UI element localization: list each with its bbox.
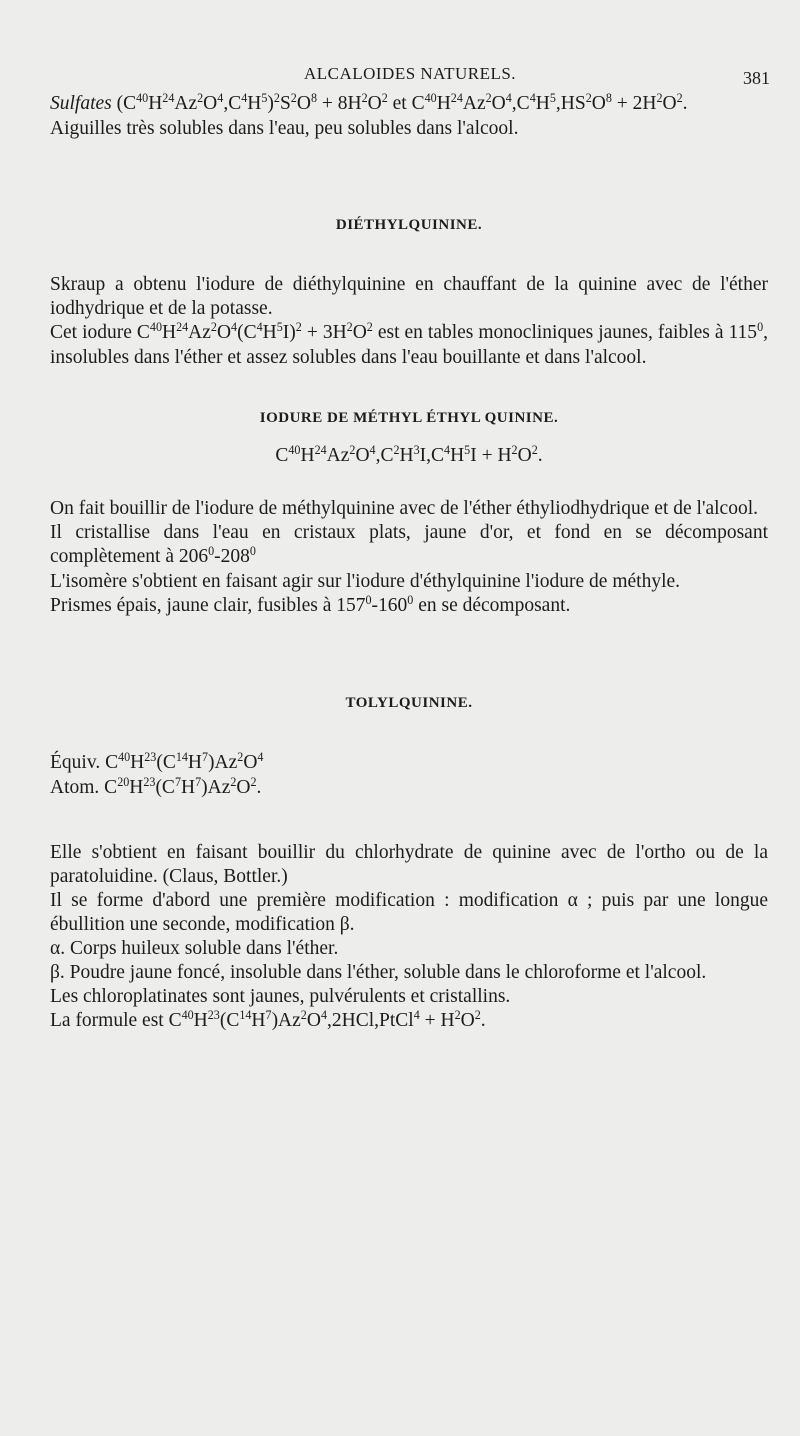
heading-iodure: IODURE DE MÉTHYL ÉTHYL QUININE.: [259, 410, 559, 426]
iodure-paragraph-3: L'isomère s'obtient en faisant agir sur l'iodure d'éthylquinine l'iodure de méthyle.: [50, 571, 681, 592]
tolylquinine-equiv-formula: Équiv. $C^{40}H^{23}(C^{14}H^7)Az^2O^4$: [50, 750, 264, 773]
iodure-formula: $C^{40}H^{24}Az^2O^4,C^2H^3I,C^4H^5I + H^2O^2$.: [275, 443, 543, 466]
heading-tolylquinine: TOLYLQUININE.: [345, 695, 473, 711]
heading-diethylquinine: DIÉTHYLQUININE.: [335, 217, 483, 233]
tolylquinine-paragraph-1: Elle s'obtient en faisant bouillir du chlorhydrate de quinine avec de l'ortho ou de la paratoluidine. (Claus, Bottler.): [50, 842, 768, 887]
tolylquinine-paragraph-alpha: α. Corps huileux soluble dans l'éther.: [50, 938, 339, 959]
sulfates-description: Aiguilles très solubles dans l'eau, peu solubles dans l'alcool.: [50, 118, 519, 139]
iodure-paragraph-4: Prismes épais, jaune clair, fusibles à $157^0-160^0$ en se décomposant.: [50, 593, 571, 616]
tolylquinine-atom-formula: Atom. $C^{20}H^{23}(C^7H^7)Az^2O^2$.: [50, 775, 262, 798]
iodure-paragraph-1: On fait bouillir de l'iodure de méthylquinine avec de l'éther éthyliodhydrique et de l'alcool.: [50, 498, 758, 519]
sulfates-label: Sulfates: [50, 93, 112, 114]
iodure-paragraph-2: Il cristallise dans l'eau en cristaux plats, jaune d'or, et fond en se décomposant complètement à $206^0-208^0$: [50, 522, 768, 567]
page-number: 381: [743, 68, 770, 88]
page-header: [50, 60, 770, 90]
diethylquinine-paragraph-2: Cet iodure $C^{40}H^{24}Az^2O^4(C^4H^5I)^2 + 3H^2O^2$ est en tables monocliniques jaunes, faibles à $115^0$, insolubles dans l'éther et assez solubles dans l'eau bouillante et dans l'alcool.: [50, 320, 768, 368]
diethylquinine-paragraph-1: Skraup a obtenu l'iodure de diéthylquinine en chauffant de la quinine avec de l'éther iodhydrique et de la potasse.: [50, 274, 768, 319]
sulfates-line: [50, 92, 768, 117]
tolylquinine-paragraph-beta: β. Poudre jaune foncé, insoluble dans l'éther, soluble dans le chloroforme et l'alcool.: [50, 962, 707, 983]
page-content: [50, 92, 768, 1034]
sulfates-formula: $(C^{40}H^{24}Az^2O^4,C^4H^5)^2S^2O^8 + 8H^2O^2$ et $C^{40}H^{24}Az^2O^4,C^4H^5,HS^2O^8 + 2H^2O^2$.: [116, 91, 688, 114]
tolylquinine-paragraph-formula: La formule est $C^{40}H^{23}(C^{14}H^7)Az^2O^4,2HCl,PtCl^4 + H^2O^2$.: [50, 1008, 486, 1031]
tolylquinine-paragraph-chloroplatinates: Les chloroplatinates sont jaunes, pulvérulents et cristallins.: [50, 986, 511, 1007]
tolylquinine-paragraph-2: Il se forme d'abord une première modification : modification α ; puis par une longue ébullition une seconde, modification β.: [50, 890, 768, 935]
running-head: ALCALOIDES NATURELS.: [303, 64, 517, 83]
